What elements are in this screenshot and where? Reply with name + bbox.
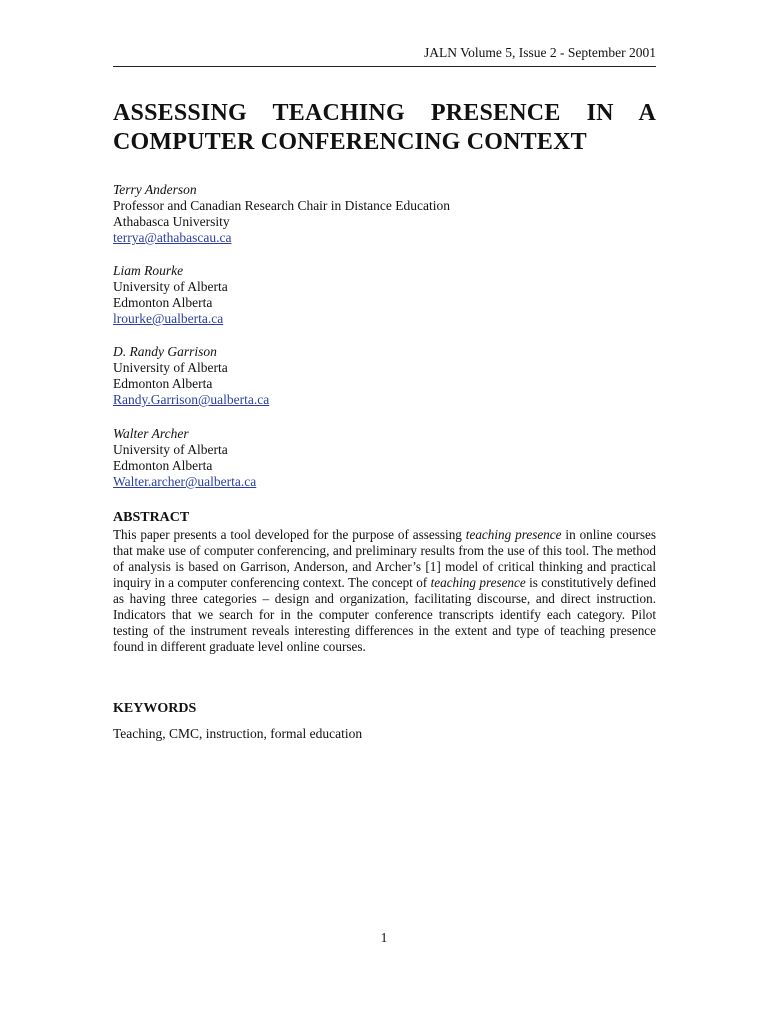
author-email-link[interactable]: terrya@athabascau.ca [113, 230, 232, 245]
author-name: Walter Archer [113, 426, 189, 441]
author-affiliation: University of Alberta [113, 279, 228, 294]
author-affiliation: Edmonton Alberta [113, 295, 213, 310]
author-email-link[interactable]: lrourke@ualberta.ca [113, 311, 224, 326]
author-block [113, 263, 656, 327]
author-name: Liam Rourke [113, 263, 184, 278]
author-affiliation: University of Alberta [113, 442, 228, 457]
abstract-text [113, 527, 656, 655]
abstract-heading: ABSTRACT [113, 510, 190, 525]
author-affiliation: University of Alberta [113, 360, 228, 375]
abstract-emphasis: teaching presence [430, 575, 526, 590]
author-affiliation: Professor and Canadian Research Chair in Distance Education [113, 198, 451, 213]
author-block [113, 344, 656, 408]
abstract-text-part: This paper presents a tool developed for the purpose of assessing [113, 527, 466, 542]
author-block [113, 426, 656, 490]
page-number: 1 [380, 930, 388, 945]
abstract-text-part: is constitutively defined as having three categories – design and organization, facilitating discourse, and direct instruction. Indicators that we search for in the computer conference transcripts identify each category. Pilot testing of the instrument reveals interesting differences in the extent and type of teaching presence found in different graduate level online courses. [113, 575, 657, 654]
author-name: Terry Anderson [113, 182, 197, 197]
author-affiliation: Edmonton Alberta [113, 458, 213, 473]
author-affiliation: Edmonton Alberta [113, 376, 213, 391]
keywords-text: Teaching, CMC, instruction, formal education [113, 726, 363, 741]
keywords-heading: KEYWORDS [113, 701, 197, 716]
author-email-link[interactable]: Walter.archer@ualberta.ca [113, 474, 257, 489]
abstract-emphasis: teaching presence [465, 527, 562, 542]
paper-title-line-2: COMPUTER CONFERENCING CONTEXT [113, 129, 587, 155]
author-name: D. Randy Garrison [113, 344, 217, 359]
author-block [113, 182, 656, 246]
author-affiliation: Athabasca University [113, 214, 230, 229]
paper-title-line-1: ASSESSING TEACHING PRESENCE IN A [113, 100, 656, 126]
running-head: JALN Volume 5, Issue 2 - September 2001 [424, 45, 656, 60]
abstract-text-part: in online courses that make use of computer conferencing, and preliminary results from the use of this tool. The method of analysis is based on Garrison, Anderson, and Archer’s [1] model of critical thinking and practical inquiry in a computer conferencing context. The concept of [113, 527, 656, 590]
paper-title [113, 99, 656, 157]
header-rule [113, 66, 656, 67]
author-email-link[interactable]: Randy.Garrison@ualberta.ca [113, 392, 270, 407]
